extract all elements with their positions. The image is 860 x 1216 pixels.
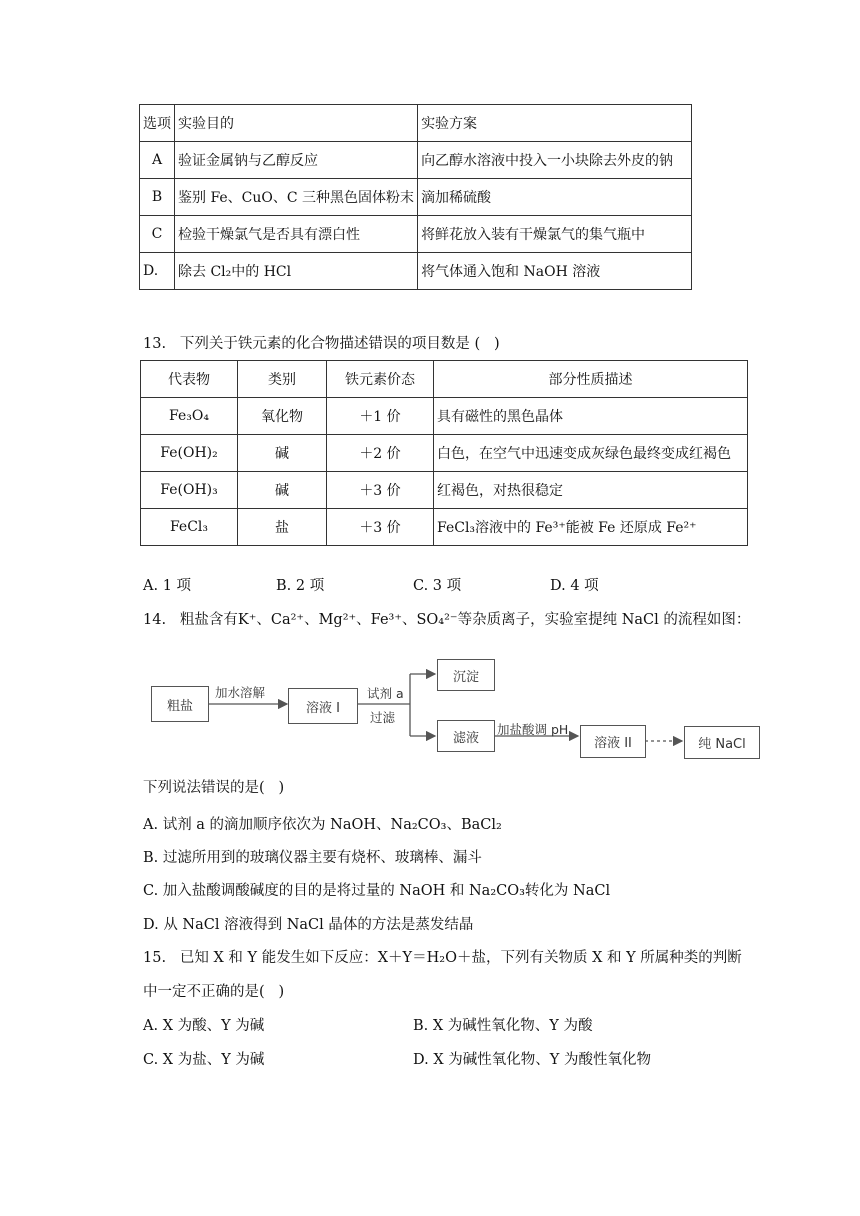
table-cell: 除去 Cl₂中的 HCl	[175, 253, 418, 290]
q14-option-a[interactable]: A. 试剂 a 的滴加顺序依次为 NaOH、Na₂CO₃、BaCl₂	[143, 817, 502, 833]
table-cell: 红褐色，对热很稳定	[434, 472, 748, 509]
flow-edge-reagent-a: 试剂 a	[367, 686, 404, 701]
q14-option-b[interactable]: B. 过滤所用到的玻璃仪器主要有烧杯、玻璃棒、漏斗	[143, 850, 482, 866]
question-13-stem: 13. 下列关于铁元素的化合物描述错误的项目数是 ( )	[143, 336, 500, 352]
table-cell: 向乙醇水溶液中投入一小块除去外皮的钠	[418, 142, 692, 179]
question-15-stem-cont: 中一定不正确的是( )	[143, 984, 285, 1000]
flow-edge-add-hcl: 加盐酸调 pH	[497, 722, 569, 737]
q15-option-a[interactable]: A. X 为酸、Y 为碱	[143, 1018, 265, 1034]
table-cell: 白色，在空气中迅速变成灰绿色最终变成红褐色	[434, 435, 748, 472]
q13-option-d[interactable]: D. 4 项	[550, 578, 599, 594]
table-cell: ＋1 价	[327, 398, 434, 435]
table-cell: B	[140, 179, 175, 216]
flow-node-solution-2: 溶液 II	[580, 725, 646, 758]
q15-option-c[interactable]: C. X 为盐、Y 为碱	[143, 1052, 265, 1068]
flow-edge-filter: 过滤	[370, 710, 396, 725]
q13-option-b[interactable]: B. 2 项	[276, 578, 325, 594]
table-header-cell: 代表物	[141, 361, 238, 398]
flow-node-precipitate: 沉淀	[437, 659, 495, 691]
q15-option-b[interactable]: B. X 为碱性氧化物、Y 为酸	[413, 1018, 593, 1034]
flow-node-crude-salt: 粗盐	[151, 686, 209, 722]
q14-option-d[interactable]: D. 从 NaCl 溶液得到 NaCl 晶体的方法是蒸发结晶	[143, 917, 474, 933]
table-header-cell: 部分性质描述	[434, 361, 748, 398]
table-cell: 碱	[238, 435, 327, 472]
table-header-cell: 铁元素价态	[327, 361, 434, 398]
flow-edge-dissolve: 加水溶解	[215, 685, 266, 700]
table-header-cell: 实验方案	[418, 105, 692, 142]
table-cell: ＋2 价	[327, 435, 434, 472]
table-cell: A	[140, 142, 175, 179]
table-cell: FeCl₃溶液中的 Fe³⁺能被 Fe 还原成 Fe²⁺	[434, 509, 748, 546]
q13-option-a[interactable]: A. 1 项	[143, 578, 192, 594]
table-header-cell: 类别	[238, 361, 327, 398]
question-15-stem: 15. 已知 X 和 Y 能发生如下反应：X＋Y＝H₂O＋盐，下列有关物质 X 和 Y 所属种类的判断	[143, 950, 742, 966]
table-cell: ＋3 价	[327, 472, 434, 509]
q14-option-c[interactable]: C. 加入盐酸调酸碱度的目的是将过量的 NaOH 和 Na₂CO₃转化为 NaCl	[143, 883, 611, 899]
table-cell: Fe(OH)₃	[141, 472, 238, 509]
table-cell: Fe₃O₄	[141, 398, 238, 435]
table-cell: 具有磁性的黑色晶体	[434, 398, 748, 435]
table-cell: ＋3 价	[327, 509, 434, 546]
table-cell: Fe(OH)₂	[141, 435, 238, 472]
q13-option-c[interactable]: C. 3 项	[413, 578, 462, 594]
table-cell: 鉴别 Fe、CuO、C 三种黑色固体粉末	[175, 179, 418, 216]
table-cell: 碱	[238, 472, 327, 509]
table-cell: 盐	[238, 509, 327, 546]
flow-node-filtrate: 滤液	[437, 720, 495, 752]
flow-node-pure-nacl: 纯 NaCl	[684, 726, 760, 759]
table-cell: FeCl₃	[141, 509, 238, 546]
table-header-cell: 选项	[140, 105, 175, 142]
table-cell: D.	[140, 253, 175, 290]
table-cell: 验证金属钠与乙醇反应	[175, 142, 418, 179]
table-cell: C	[140, 216, 175, 253]
question-14-stem: 14. 粗盐含有K⁺、Ca²⁺、Mg²⁺、Fe³⁺、SO₄²⁻等杂质离子，实验室提纯 NaCl 的流程如图：	[143, 612, 751, 628]
table-cell: 将气体通入饱和 NaOH 溶液	[418, 253, 692, 290]
table-cell: 将鲜花放入装有干燥氯气的集气瓶中	[418, 216, 692, 253]
q15-option-d[interactable]: D. X 为碱性氧化物、Y 为酸性氧化物	[413, 1052, 651, 1068]
table-header-cell: 实验目的	[175, 105, 418, 142]
table-cell: 滴加稀硫酸	[418, 179, 692, 216]
flow-node-solution-1: 溶液 I	[288, 688, 358, 724]
table-cell: 氧化物	[238, 398, 327, 435]
table-cell: 检验干燥氯气是否具有漂白性	[175, 216, 418, 253]
question-14-prompt: 下列说法错误的是( )	[143, 780, 285, 796]
